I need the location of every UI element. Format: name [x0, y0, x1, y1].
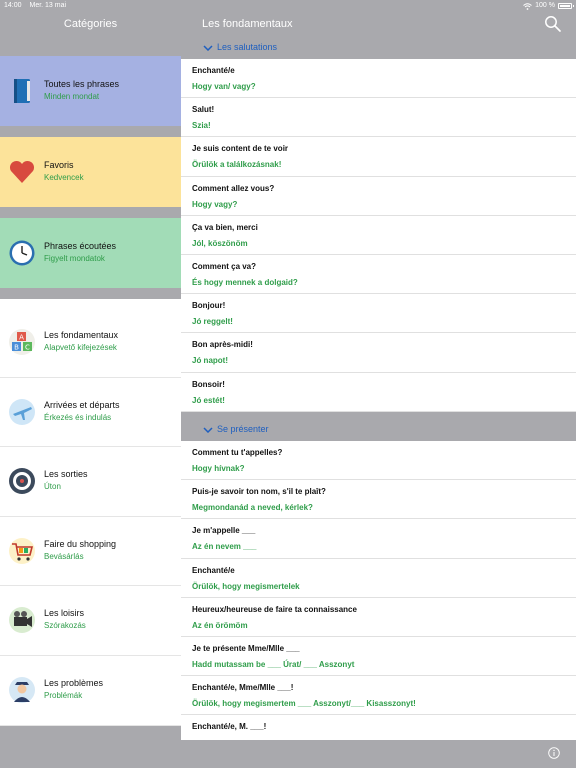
phrase-hungarian: Jó reggelt! [192, 317, 233, 327]
categories-title: Catégories [63, 18, 118, 30]
svg-text:B: B [14, 343, 19, 352]
book-icon [8, 77, 36, 105]
category-subtitle: Minden mondat [44, 92, 100, 101]
status-bar [0, 0, 576, 12]
phrase-row[interactable] [181, 333, 576, 372]
camera-icon [8, 606, 36, 634]
category-subtitle: Problémák [44, 690, 83, 700]
phrase-row[interactable] [181, 676, 576, 715]
section-header-greetings[interactable] [181, 38, 576, 56]
phrase-french: Puis-je savoir ton nom, s'il te plaît? [192, 487, 326, 497]
phrase-french: Enchanté/e, M. ___! [192, 722, 267, 732]
phrase-row[interactable] [181, 598, 576, 637]
sidebar-item-arrivals[interactable] [0, 378, 181, 448]
category-subtitle: Úton [44, 482, 61, 492]
phrase-hungarian: És hogy mennek a dolgaid? [192, 277, 298, 287]
category-title: Les sorties [44, 469, 88, 480]
phrase-french: Heureux/heureuse de faire ta connaissance [192, 604, 357, 614]
category-all-phrases[interactable] [0, 56, 181, 126]
phrase-row[interactable] [181, 98, 576, 137]
category-title: Toutes les phrases [44, 79, 120, 89]
category-title: Arrivées et départs [44, 399, 120, 410]
phrase-row[interactable] [181, 637, 576, 676]
phrase-hungarian: Örülök, hogy megismertem ___ Asszonyt/___ Kisasszonyt! [192, 699, 416, 709]
phrase-french: Enchanté/e [192, 66, 235, 75]
phrase-hungarian: Hadd mutassam be ___ Úrat/ ___ Asszonyt [192, 659, 355, 669]
heart-icon [8, 158, 36, 186]
abc-blocks-icon [8, 328, 36, 356]
sidebar-item-problems[interactable] [0, 656, 181, 726]
category-title: Favoris [44, 160, 74, 170]
phrase-hungarian: Az én nevem ___ [192, 542, 257, 552]
category-subtitle: Kedvencek [44, 173, 84, 182]
phrase-row[interactable] [181, 480, 576, 519]
phrase-hungarian: Jó napot! [192, 356, 228, 366]
status-time: 14:00 [4, 2, 22, 9]
chevron-down-icon [203, 45, 213, 51]
search-icon[interactable] [544, 15, 562, 33]
phrase-french: Enchanté/e, Mme/Mlle ___! [192, 683, 294, 693]
phrase-hungarian: Az én örömöm [192, 620, 248, 630]
category-subtitle: Szórakozás [44, 621, 86, 631]
phrase-row[interactable] [181, 559, 576, 598]
phrase-french: Je suis content de te voir [192, 144, 289, 154]
phrase-hungarian: Jól, köszönöm [192, 238, 248, 248]
phrase-french: Ça va bien, merci [192, 222, 258, 232]
section-title: Se présenter [217, 424, 269, 434]
phrase-hungarian: Örülök a találkozásnak! [192, 160, 282, 170]
phrase-hungarian: Megmondanád a neved, kérlek? [192, 503, 313, 513]
phrase-french: Comment tu t'appelles? [192, 448, 283, 457]
shopping-cart-icon [8, 537, 36, 565]
phrase-hungarian: Szia! [192, 121, 211, 131]
category-subtitle: Bevásárlás [44, 551, 84, 561]
phrase-row[interactable] [181, 59, 576, 98]
phrase-hungarian: Örülök, hogy megismertelek [192, 581, 300, 591]
phrase-row[interactable] [181, 255, 576, 294]
phrase-row[interactable] [181, 137, 576, 176]
category-title: Les fondamentaux [44, 330, 119, 340]
phrase-row[interactable] [181, 216, 576, 255]
category-title: Les loisirs [44, 608, 85, 619]
page-title: Les fondamentaux [202, 18, 293, 30]
police-officer-icon [8, 676, 36, 704]
sidebar-item-leisure[interactable] [0, 586, 181, 656]
phrase-row[interactable] [181, 441, 576, 480]
wifi-icon [523, 3, 532, 10]
phrase-row[interactable] [181, 715, 576, 740]
chevron-down-icon [203, 427, 213, 433]
svg-text:C: C [25, 343, 30, 352]
category-subtitle: Érkezés és indulás [44, 412, 112, 422]
phrase-french: Bonjour! [192, 301, 226, 311]
category-title: Les problèmes [44, 677, 104, 688]
phrase-french: Je m'appelle ___ [192, 526, 256, 536]
phrase-french: Comment ça va? [192, 261, 257, 271]
phrase-row[interactable] [181, 373, 576, 412]
section-title: Les salutations [217, 42, 278, 52]
section-header-introductions[interactable] [181, 420, 576, 438]
airplane-icon [8, 398, 36, 426]
category-listened-phrases[interactable] [0, 218, 181, 288]
sidebar-divider [0, 299, 181, 308]
phrase-hungarian: Hogy hívnak? [192, 464, 245, 473]
phrase-row[interactable] [181, 519, 576, 558]
phrase-french: Je te présente Mme/Mlle ___ [192, 643, 300, 653]
steering-wheel-icon [8, 467, 36, 495]
phrase-french: Enchanté/e [192, 565, 235, 575]
phrase-french: Bonsoir! [192, 379, 225, 389]
phrase-hungarian: Hogy van/ vagy? [192, 82, 256, 91]
svg-text:A: A [19, 333, 24, 342]
category-title: Phrases écoutées [44, 241, 117, 251]
sidebar-item-shopping[interactable] [0, 517, 181, 587]
phrase-hungarian: Hogy vagy? [192, 199, 238, 209]
phrase-french: Comment allez vous? [192, 183, 275, 193]
battery-icon [558, 3, 572, 9]
category-favorites[interactable] [0, 137, 181, 207]
clock-icon [8, 239, 36, 267]
category-subtitle: Alapvető kifejezések [44, 343, 117, 352]
sidebar-item-basics[interactable] [0, 308, 181, 378]
sidebar-item-outings[interactable] [0, 447, 181, 517]
battery-percent: 100 % [535, 2, 555, 9]
sidebar [0, 56, 181, 726]
phrase-row[interactable] [181, 177, 576, 216]
category-subtitle: Figyelt mondatok [44, 254, 105, 263]
phrase-french: Salut! [192, 105, 215, 115]
info-icon[interactable] [548, 747, 560, 759]
phrase-list-introductions [181, 441, 576, 740]
phrase-list-greetings [181, 59, 576, 412]
phrase-row[interactable] [181, 294, 576, 333]
category-title: Faire du shopping [44, 538, 117, 549]
phrase-hungarian: Jó estét! [192, 395, 225, 405]
phrase-french: Bon après-midi! [192, 340, 253, 350]
status-date: Mer. 13 mai [29, 2, 67, 9]
